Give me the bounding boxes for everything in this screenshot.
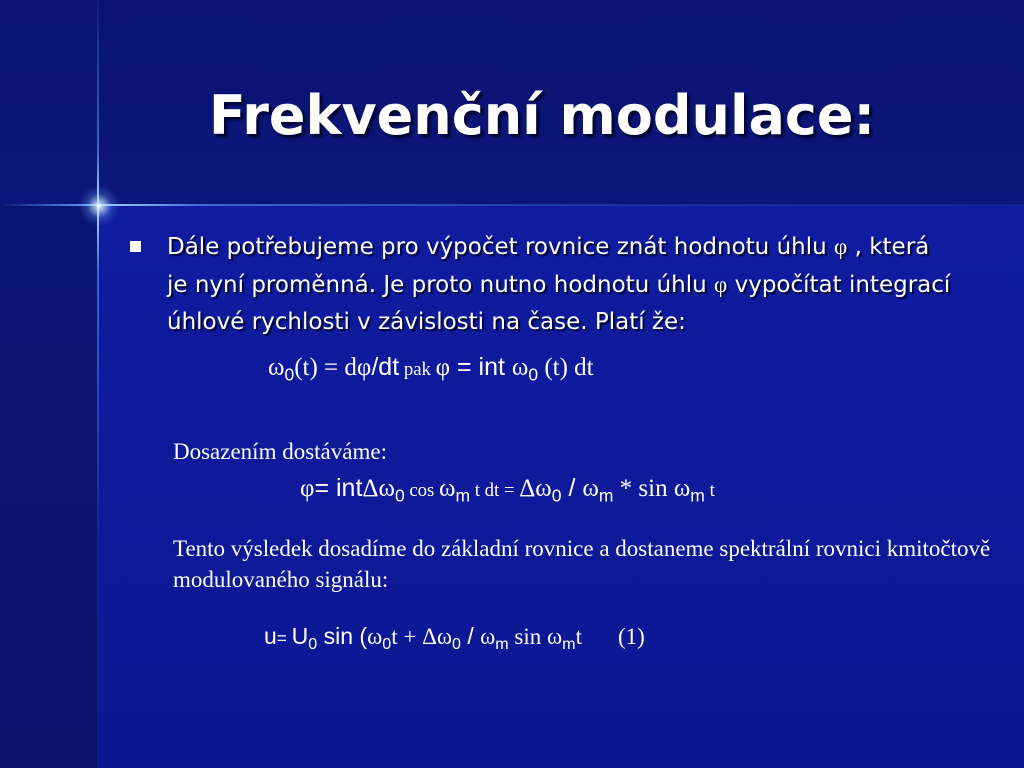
equation-text: =	[276, 628, 292, 648]
equation-phase	[300, 474, 715, 506]
omega-symbol: ω	[511, 354, 529, 381]
phi-symbol: φ	[356, 354, 372, 381]
equation-text: t +	[391, 624, 423, 649]
subscript: 0	[528, 364, 539, 385]
paragraph-result: Tento výsledek dosadíme do základní rovnice a dostaneme spektrální rovnici kmitočtově modulovaného signálu:	[173, 536, 991, 592]
equation-fm-signal	[264, 623, 645, 654]
subscript: m	[495, 634, 509, 653]
equation-text: (t) = d	[294, 354, 357, 381]
equation-text: = int	[314, 474, 363, 502]
subscript: 0	[308, 634, 318, 653]
equation-number: (1)	[617, 624, 645, 649]
bullet-paragraph	[167, 228, 957, 341]
omega-symbol: ω	[439, 475, 456, 502]
subscript: 0	[382, 634, 392, 653]
equation-text: pak	[399, 359, 436, 380]
paragraph-substitution: Dosazením dostáváme:	[173, 439, 387, 464]
equation-text: (t) dt	[538, 354, 594, 381]
delta-omega-symbol: Δω	[422, 624, 452, 649]
subscript: 0	[394, 485, 405, 506]
bullet-marker	[130, 241, 141, 252]
subscript: m	[455, 485, 471, 506]
bullet-text-part3: vypočítat integrací úhlové rychlosti v závislosti na čase. Platí že:	[167, 272, 951, 335]
omega-symbol: ω	[673, 475, 691, 502]
equation-text: t	[704, 480, 715, 501]
equation-text: /	[561, 474, 583, 502]
omega-symbol: ω	[268, 354, 285, 381]
omega-symbol: ω	[367, 624, 383, 649]
subscript: m	[562, 634, 576, 653]
equation-text: t	[575, 624, 582, 649]
delta-omega-symbol: Δω	[519, 475, 552, 502]
equation-text: /	[460, 623, 481, 649]
equation-text: * sin	[613, 475, 674, 502]
omega-symbol: ω	[582, 475, 599, 502]
subscript: m	[690, 485, 705, 506]
phi-symbol: φ	[714, 272, 728, 297]
equation-angular-velocity	[268, 353, 594, 385]
equation-text: U	[291, 623, 309, 649]
bullet-text-part1: Dále potřebujeme pro výpočet rovnice znát hodnotu úhlu	[167, 234, 834, 260]
bullet-text-part2: , která je nyní proměnná. Je proto nutno hodnotu úhlu	[167, 234, 930, 298]
equation-text: t dt =	[470, 480, 520, 501]
phi-symbol: φ	[300, 475, 315, 502]
delta-omega-symbol: Δω	[362, 475, 395, 502]
phi-symbol: φ	[834, 234, 848, 259]
equation-text: = int	[450, 353, 512, 381]
subscript: 0	[452, 634, 461, 653]
slide-title: Frekvenční modulace:	[208, 84, 876, 147]
omega-symbol: ω	[547, 624, 563, 649]
omega-symbol: ω	[480, 624, 496, 649]
sparkle-decoration	[78, 185, 120, 227]
subscript: 0	[551, 485, 562, 506]
horizontal-accent-line	[0, 204, 1024, 206]
equation-text: u	[264, 623, 277, 649]
phi-symbol: φ	[435, 354, 451, 381]
equation-text: sin (	[317, 623, 368, 649]
subscript: m	[598, 485, 614, 506]
equation-text: sin	[508, 624, 548, 649]
left-margin-background	[0, 205, 98, 768]
equation-text: /dt	[371, 353, 400, 381]
subscript: 0	[284, 364, 295, 385]
equation-text: cos	[404, 480, 440, 501]
